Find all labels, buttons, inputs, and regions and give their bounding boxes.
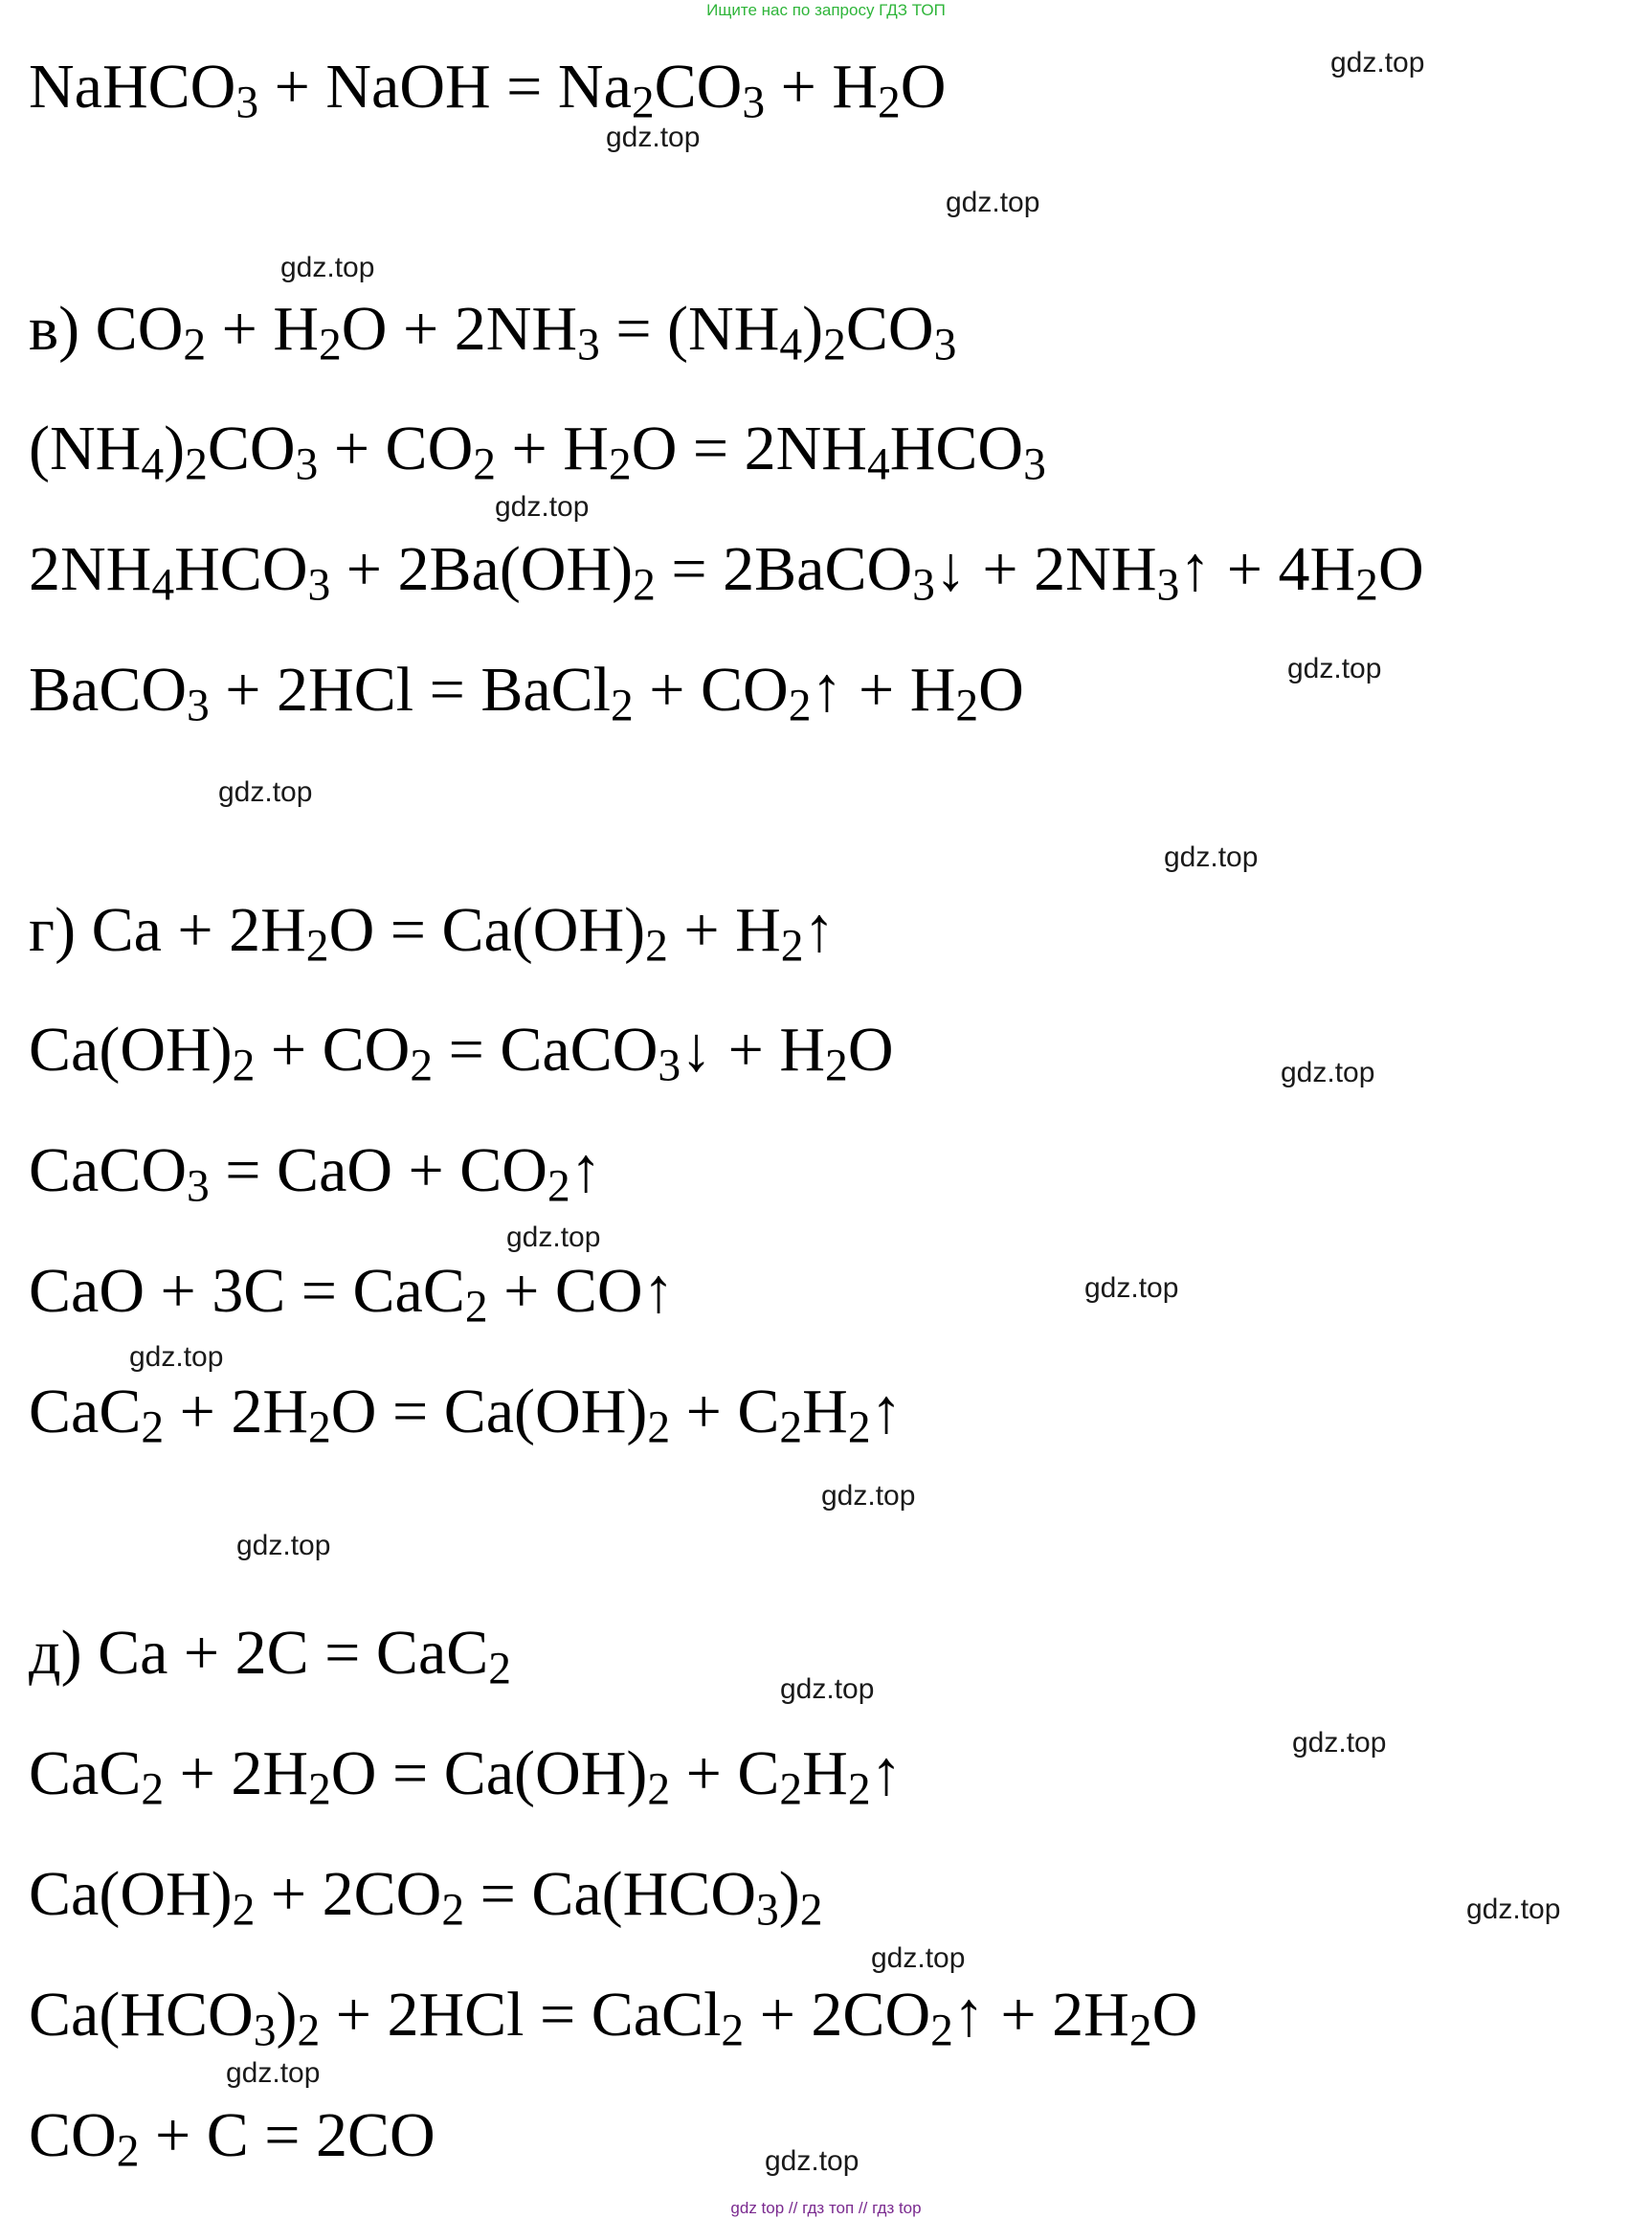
watermark: gdz.top xyxy=(1164,841,1259,873)
equation-d-hydroxide-co2: $Ca(OH)_2 + 2CO_2 = Ca(HCO_3)_2$ xyxy=(29,1859,823,1936)
equation-g-calcium-carbonate-decomp: CaCO$_3$ = CaO + $CO_2↑$ xyxy=(29,1135,602,1212)
watermark: gdz.top xyxy=(780,1673,875,1705)
equation-v-co2-h2o-nh3: в) $CO_2 + H_2O + 2NH_3 = (NH_4)_2CO_3$ xyxy=(29,294,957,370)
watermark: gdz.top xyxy=(1292,1727,1387,1759)
equation-g-calcium-hydroxide-co2: $Ca(OH)_2 + CO_2$ = CaCO$_3$↓ + $H_2O$ xyxy=(29,1015,894,1091)
equation-d-carbide-water: $CaC_2 + 2H_2O = Ca(OH)_2$ + $C_2H_2↑$ xyxy=(29,1738,903,1815)
equation-v-ammonium-carbonate: $(NH_4)_2CO_3 + CO_2 + H_2O = 2NH_4HCO_3$ xyxy=(29,414,1046,490)
watermark: gdz.top xyxy=(871,1942,966,1974)
equation-d-co2-carbon: $CO_2 + C = 2CO$ xyxy=(29,2100,435,2177)
watermark: gdz.top xyxy=(1287,653,1382,684)
equation-v-barium-carbonate-hcl: BaCO$_3$ + 2HCl = BaCl$_2$ + $CO_2↑ + H_2O$ xyxy=(29,655,1024,731)
equation-d-calcium-carbon: д) Ca + 2C = CaC$_2$ xyxy=(29,1618,512,1694)
watermark: gdz.top xyxy=(765,2145,859,2177)
watermark: gdz.top xyxy=(280,252,375,283)
equation-g-cao-carbon: CaO + 3C = CaC$_2$ + CO↑ xyxy=(29,1256,675,1333)
watermark: gdz.top xyxy=(236,1530,331,1561)
watermark: gdz.top xyxy=(821,1480,916,1512)
watermark: gdz.top xyxy=(946,187,1040,218)
watermark: gdz.top xyxy=(495,491,590,523)
watermark: gdz.top xyxy=(606,122,701,153)
equation-g-carbide-water: $CaC_2 + 2H_2O = Ca(OH)_2$ + $C_2H_2↑$ xyxy=(29,1377,903,1453)
equation-nahco3-naoh: NaHCO$_3$ + NaOH = $Na_2CO_3 + H_2O$ xyxy=(29,52,947,128)
watermark: gdz.top xyxy=(1281,1057,1375,1088)
watermark: gdz.top xyxy=(218,776,313,808)
equation-v-barium-hydroxide: $2NH_4HCO_3 + 2Ba(OH)_2$ = 2BaCO$_3$↓ + $2NH_3↑ + 4H_2O$ xyxy=(29,534,1424,611)
watermark: gdz.top xyxy=(226,2057,321,2089)
equation-g-calcium-water: г) $Ca + 2H_2O = Ca(OH)_2$ + $H_2↑$ xyxy=(29,895,836,972)
search-banner[interactable]: Ищите нас по запросу ГДЗ ТОП xyxy=(706,1,946,19)
watermark: gdz.top xyxy=(1084,1272,1179,1304)
watermark: gdz.top xyxy=(129,1341,224,1373)
equation-d-bicarbonate-hcl: $Ca(HCO_3)_2 + 2HCl$ = CaCl$_2$ + $2CO_2↑ + 2H_2O$ xyxy=(29,1980,1198,2056)
footer-links[interactable]: gdz top // гдз топ // гдз top xyxy=(730,2199,922,2217)
watermark: gdz.top xyxy=(1466,1894,1561,1925)
watermark: gdz.top xyxy=(1330,47,1425,78)
watermark: gdz.top xyxy=(506,1222,601,1253)
